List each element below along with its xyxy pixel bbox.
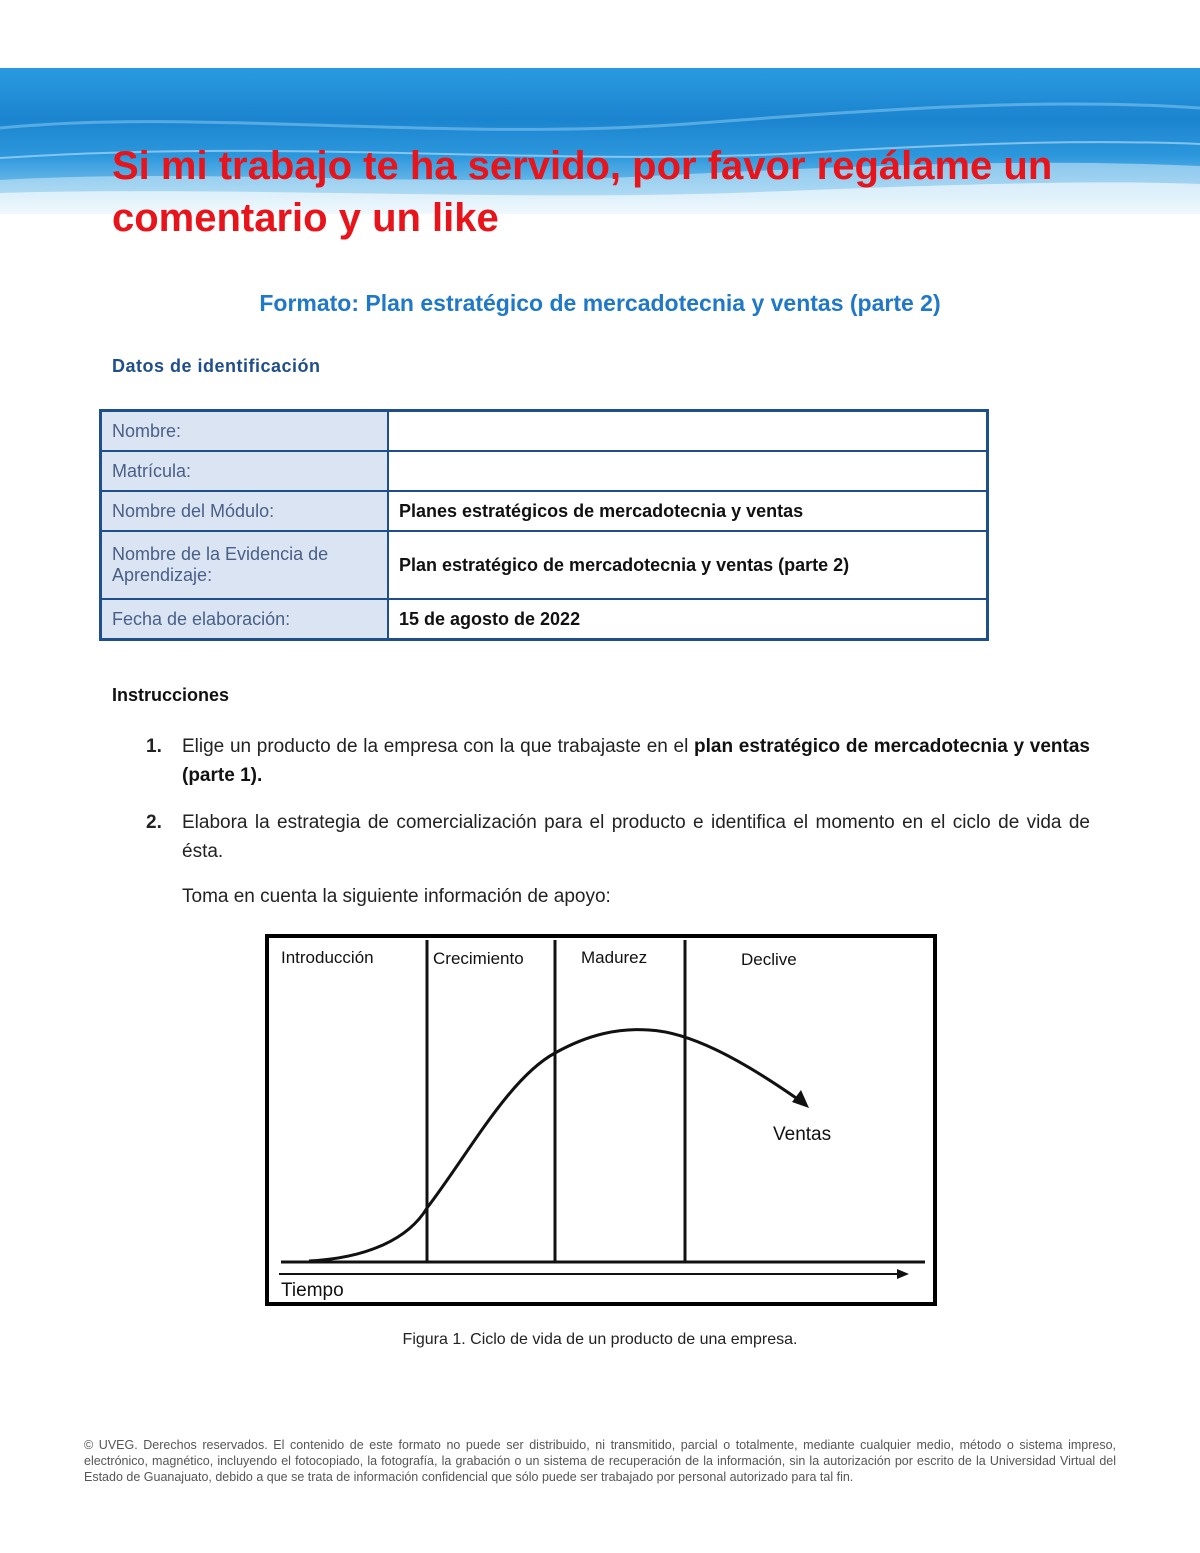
row-label: Nombre: — [101, 411, 389, 452]
identification-table — [99, 409, 989, 641]
step-number: 2. — [146, 812, 162, 833]
instruction-step-2 — [146, 808, 1090, 866]
life-cycle-diagram — [269, 938, 933, 1302]
module-value: Planes estratégicos de mercadotecnia y ventas — [388, 491, 988, 531]
table-row — [101, 451, 988, 491]
row-label: Nombre de la Evidencia de Aprendizaje: — [101, 531, 389, 599]
evidence-value: Plan estratégico de mercadotecnia y ventas (parte 2) — [388, 531, 988, 599]
document-title: Formato: Plan estratégico de mercadotecnia y ventas (parte 2) — [259, 290, 941, 316]
step-number: 1. — [146, 736, 162, 757]
promo-message: Si mi trabajo te ha servido, por favor regálame un comentario y un like — [112, 144, 1053, 240]
instruction-step-1 — [146, 732, 1090, 790]
curve-label: Ventas — [773, 1124, 832, 1145]
table-row — [101, 599, 988, 640]
step-text-bold: plan estratégico de mercadotecnia y ventas (parte 1). — [182, 736, 1091, 786]
identification-heading: Datos de identificación — [112, 356, 321, 376]
support-note: Toma en cuenta la siguiente información de apoyo: — [182, 886, 611, 907]
enrollment-value[interactable] — [388, 451, 988, 491]
row-label: Matrícula: — [101, 451, 389, 491]
stage-label: Crecimiento — [433, 949, 524, 968]
name-value[interactable] — [388, 411, 988, 452]
table-row — [101, 491, 988, 531]
date-value: 15 de agosto de 2022 — [388, 599, 988, 640]
stage-label: Declive — [741, 950, 797, 969]
step-text: Elabora la estrategia de comercialización para el producto e identifica el momento en el ciclo de vida de ésta. — [182, 812, 1090, 862]
instructions-heading: Instrucciones — [112, 685, 230, 705]
product-life-cycle-figure — [265, 934, 937, 1306]
step-text — [182, 732, 1090, 790]
stage-label: Introducción — [281, 948, 374, 967]
copyright-footer: © UVEG. Derechos reservados. El contenido de este formato no puede ser distribuido, ni transmitido, parcial o totalmente, mediante cualquier medio, método o sistema impreso, electrónico, magnético, incluyendo el fotocopiado, la fotografía, la grabación o un sistema de recuperación de la información, sin la autorización por escrito de la Universidad Virtual del Estado de Guanajuato, debido a que se trata de información confidencial que sólo puede ser trabajado por personal autorizado para tal fin. — [84, 1438, 1116, 1484]
table-row — [101, 531, 988, 599]
row-label: Nombre del Módulo: — [101, 491, 389, 531]
stage-label: Madurez — [581, 948, 648, 967]
row-label: Fecha de elaboración: — [101, 599, 389, 640]
step-text-plain: Elige un producto de la empresa con la que trabajaste en el — [182, 736, 695, 757]
table-row — [101, 411, 988, 452]
sales-arrow-head — [792, 1090, 809, 1108]
time-arrow-head — [897, 1269, 909, 1279]
axis-label: Tiempo — [281, 1280, 344, 1301]
figure-caption: Figura 1. Ciclo de vida de un producto de una empresa. — [402, 1331, 798, 1348]
